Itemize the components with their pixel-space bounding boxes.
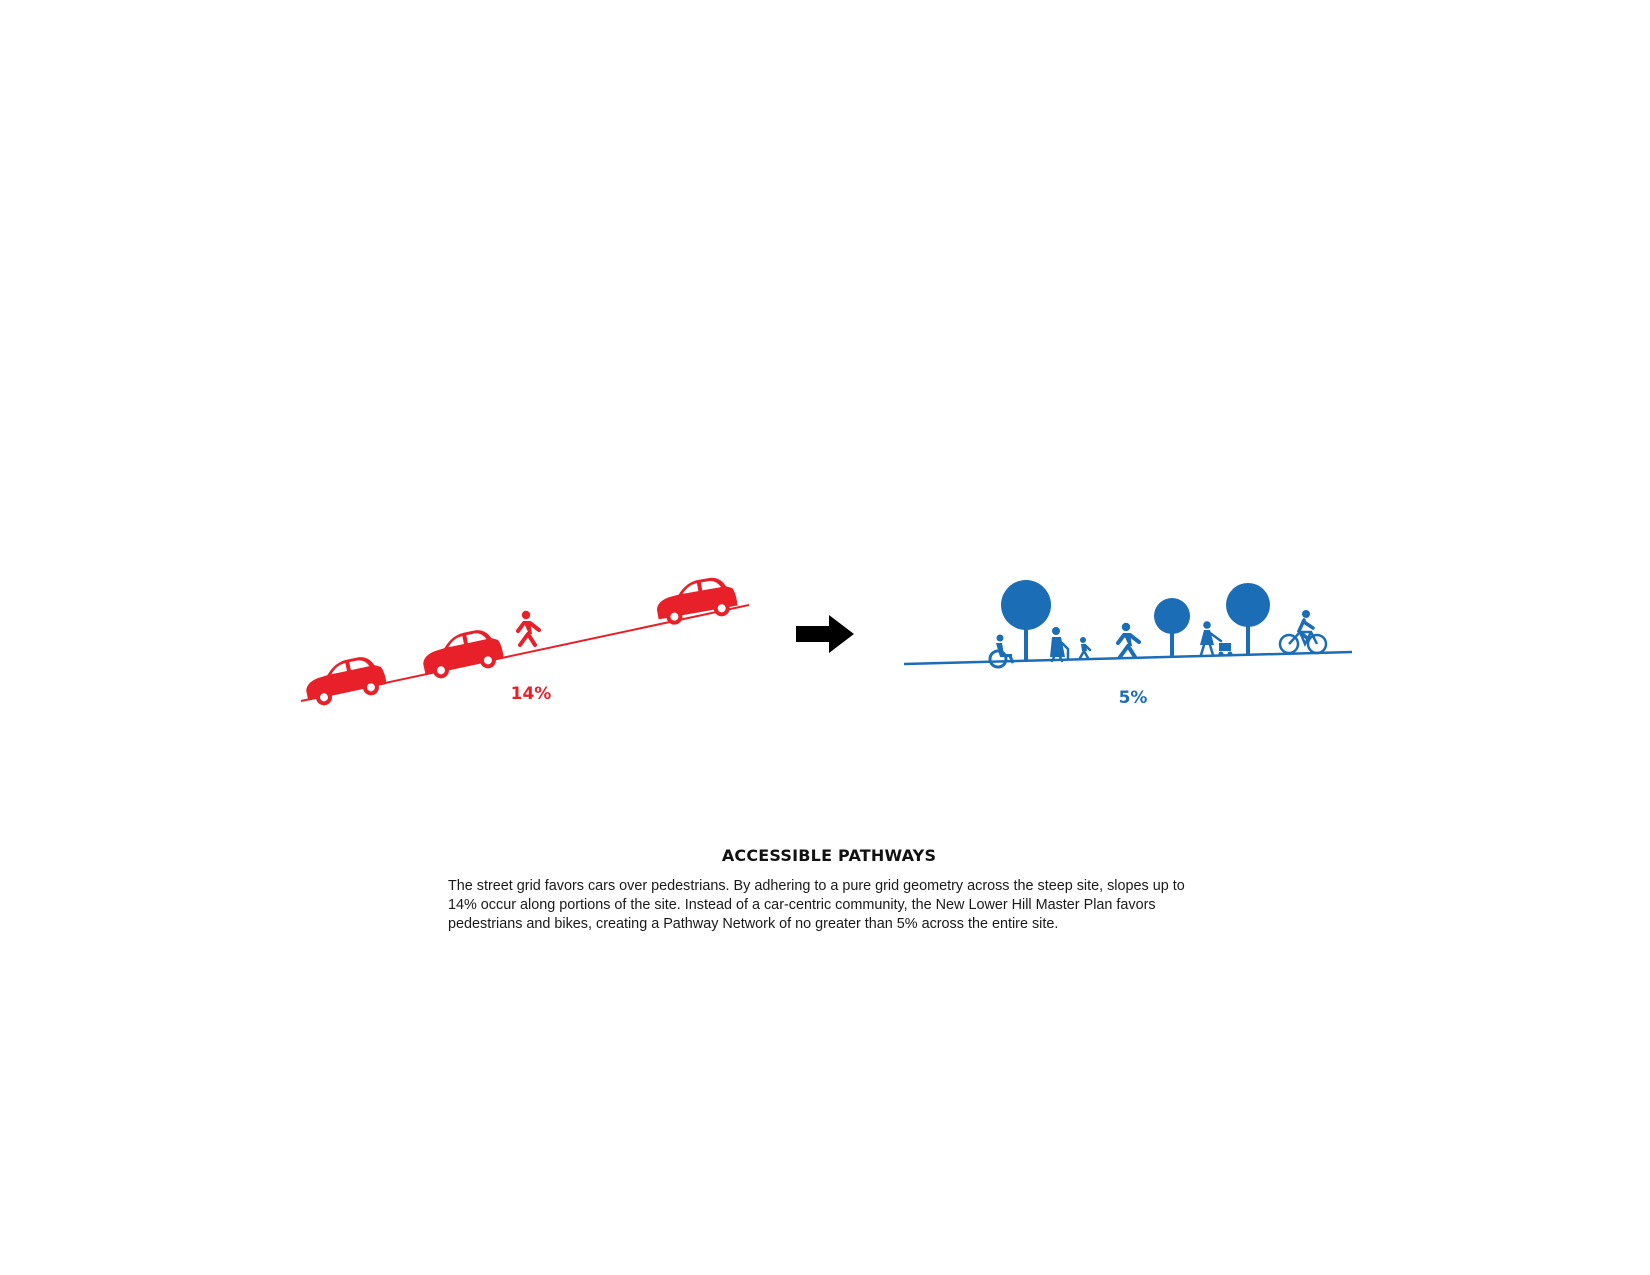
car-icon bbox=[302, 653, 389, 709]
walking-person-icon bbox=[1118, 623, 1139, 657]
after-panel bbox=[904, 580, 1352, 708]
caption bbox=[448, 846, 1210, 934]
elderly-person-icon bbox=[1050, 627, 1068, 661]
caption-title: ACCESSIBLE PATHWAYS bbox=[721, 846, 937, 865]
before-panel bbox=[301, 574, 749, 708]
tree-icon bbox=[1154, 598, 1190, 656]
caption-body: The street grid favors cars over pedestrians. By adhering to a pure grid geometry across the steep site, slopes up to 14% occur along portions of the site. Instead of a car-centric community, the New Lower Hill Master Plan favors pedestrians and bikes, creating a Pathway Network of no greater than 5% across the entire site. bbox=[448, 878, 1185, 932]
after-slope-label: 5% bbox=[1118, 688, 1148, 708]
car-icon bbox=[653, 574, 739, 627]
pedestrian-icon bbox=[518, 611, 539, 645]
tree-icon bbox=[1226, 583, 1270, 655]
parent-with-stroller-icon bbox=[1200, 621, 1233, 656]
gentle-pathway-line bbox=[904, 652, 1352, 664]
before-slope-label: 14% bbox=[510, 684, 552, 704]
child-icon bbox=[1080, 637, 1090, 658]
tree-icon bbox=[1001, 580, 1051, 661]
cyclist-icon bbox=[1280, 610, 1326, 653]
right-arrow-icon bbox=[796, 615, 854, 653]
